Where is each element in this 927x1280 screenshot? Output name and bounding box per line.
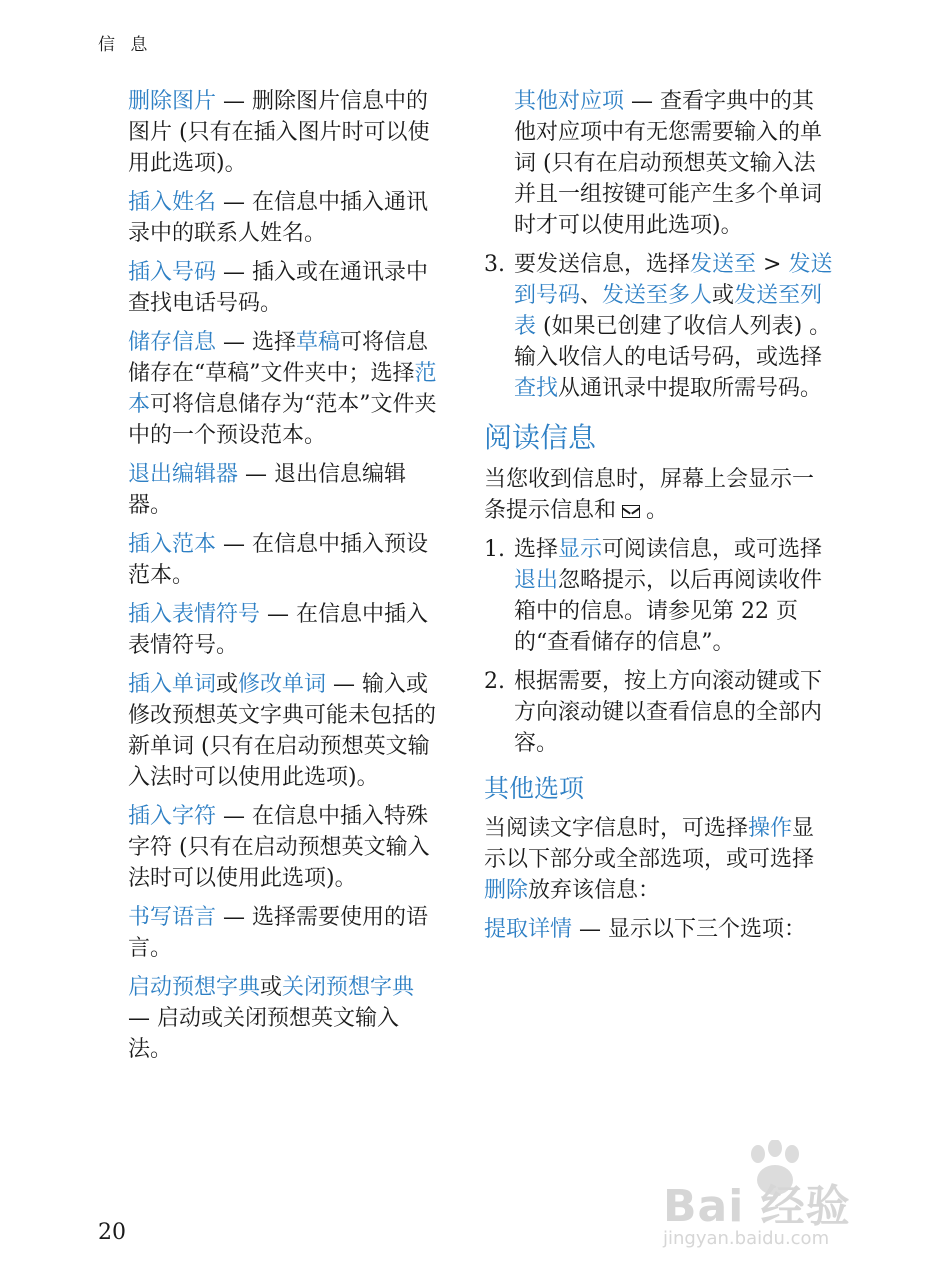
option-desc: — 删除图片信息中的图片 (只有在插入图片时可以使用此选项)。	[128, 89, 430, 176]
menu-term: 发送到号码	[514, 252, 833, 308]
page-number: 20	[98, 1220, 126, 1245]
envelope-icon	[622, 505, 640, 518]
option-connector: 或	[260, 975, 283, 1000]
option-term: 其他对应项	[514, 89, 625, 114]
option-insert-template	[128, 529, 440, 591]
option-term: 储存信息	[128, 330, 217, 355]
option-term: 范本	[128, 361, 437, 417]
left-column	[128, 86, 440, 1073]
send-step-3	[484, 249, 834, 404]
option-desc: — 显示以下三个选项：	[572, 917, 807, 942]
option-dictionary-toggle	[128, 972, 440, 1065]
option-connector: 或	[216, 672, 239, 697]
option-save-message	[128, 327, 440, 451]
option-insert-word	[128, 669, 440, 793]
option-extract-details	[484, 914, 834, 945]
option-desc: — 插入或在通讯录中查找电话号码。	[128, 260, 429, 316]
options-intro-part: 放弃该信息：	[528, 878, 661, 903]
read-intro-text: 当您收到信息时，屏幕上会显示一条提示信息和	[484, 467, 815, 523]
watermark-brand: Bai 经验	[663, 1181, 851, 1232]
option-term: 启动预想字典	[128, 975, 261, 1000]
options-intro-part: 当阅读文字信息时，可选择	[484, 816, 749, 841]
option-term: 退出编辑器	[128, 462, 239, 487]
options-intro	[484, 813, 834, 906]
step-text-part: 选择	[514, 537, 559, 562]
option-delete-image	[128, 86, 440, 179]
right-column	[484, 86, 834, 953]
option-desc: — 启动或关闭预想英文输入法。	[128, 1006, 399, 1062]
option-insert-number	[128, 257, 440, 319]
option-exit-editor	[128, 459, 440, 521]
option-desc: — 选择	[216, 330, 297, 355]
step-number: 1.	[484, 537, 505, 562]
menu-term: 删除	[484, 878, 529, 903]
option-desc: — 选择需要使用的语言。	[128, 905, 429, 961]
step-text-part: 要发送信息，选择	[514, 252, 691, 277]
option-term: 插入姓名	[128, 190, 217, 215]
option-term: 书写语言	[128, 905, 217, 930]
options-intro-part: 显示以下部分或全部选项，或可选择	[484, 816, 815, 872]
option-term: 修改单词	[238, 672, 327, 697]
watermark-url: jingyan.baidu.com	[663, 1228, 830, 1249]
option-other-match	[484, 86, 834, 241]
menu-term: 发送至多人	[602, 283, 713, 308]
option-insert-smiley	[128, 599, 440, 661]
option-desc: — 在信息中插入预设范本。	[128, 532, 429, 588]
option-desc: — 输入或修改预想英文字典可能未包括的新单词 (只有在启动预想英文输入法时可以使用此选项)。	[128, 672, 437, 790]
step-number: 2.	[484, 669, 505, 694]
read-intro-end: 。	[646, 498, 669, 523]
menu-term: 退出	[514, 568, 559, 593]
option-term: 关闭预想字典	[282, 975, 415, 1000]
option-insert-name	[128, 187, 440, 249]
step-text: 根据需要，按上方向滚动键或下方向滚动键以查看信息的全部内容。	[514, 669, 823, 756]
step-text	[514, 534, 834, 658]
option-term: 提取详情	[484, 917, 573, 942]
option-term: 插入表情符号	[128, 602, 261, 627]
step-number: 3.	[484, 252, 505, 277]
baidu-watermark	[655, 1140, 915, 1265]
option-desc: — 在信息中插入表情符号。	[128, 602, 429, 658]
step-text	[514, 249, 834, 404]
option-term: 插入字符	[128, 804, 217, 829]
option-desc: — 在信息中插入特殊字符 (只有在启动预想英文输入法时可以使用此选项)。	[128, 804, 430, 891]
menu-term: 操作	[748, 816, 793, 841]
menu-term: 发送至列表	[514, 283, 823, 339]
option-desc: — 查看字典中的其他对应项中有无您需要输入的单词 (只有在启动预想英文输入法并且一组按键可能产生多个单词时才可以使用此选项)。	[514, 89, 823, 238]
menu-term: 显示	[558, 537, 603, 562]
option-desc: — 在信息中插入通讯录中的联系人姓名。	[128, 190, 429, 246]
step-text-part: (如果已创建了收信人列表) 。输入收信人的电话号码，或选择	[514, 314, 832, 370]
step-text-part: 忽略提示，以后再阅读收件箱中的信息。请参见第 22 页的“查看储存的信息”。	[514, 568, 823, 655]
step-text-part: >	[756, 252, 789, 277]
option-term: 插入号码	[128, 260, 217, 285]
option-desc: 可将信息储存为“范本”文件夹中的一个预设范本。	[128, 392, 437, 448]
option-desc: 可将信息储存在“草稿”文件夹中；选择	[128, 330, 429, 386]
option-term: 删除图片	[128, 89, 217, 114]
menu-term: 发送至	[690, 252, 757, 277]
read-step-2	[484, 666, 834, 759]
read-step-1	[484, 534, 834, 658]
option-term: 插入单词	[128, 672, 217, 697]
option-insert-symbol	[128, 801, 440, 894]
step-text-part: 、	[580, 283, 603, 308]
menu-term: 查找	[514, 376, 559, 401]
option-term: 插入范本	[128, 532, 217, 557]
option-writing-language	[128, 902, 440, 964]
section-heading-read: 阅读信息	[484, 421, 597, 454]
running-header: 信 息	[98, 35, 153, 55]
read-intro	[484, 464, 834, 526]
option-desc: — 退出信息编辑器。	[128, 462, 407, 518]
option-term: 草稿	[296, 330, 341, 355]
section-heading-options: 其他选项	[484, 774, 585, 803]
step-text-part: 从通讯录中提取所需号码。	[558, 376, 823, 401]
step-text-part: 可阅读信息，或可选择	[602, 537, 823, 562]
step-text-part: 或	[712, 283, 735, 308]
